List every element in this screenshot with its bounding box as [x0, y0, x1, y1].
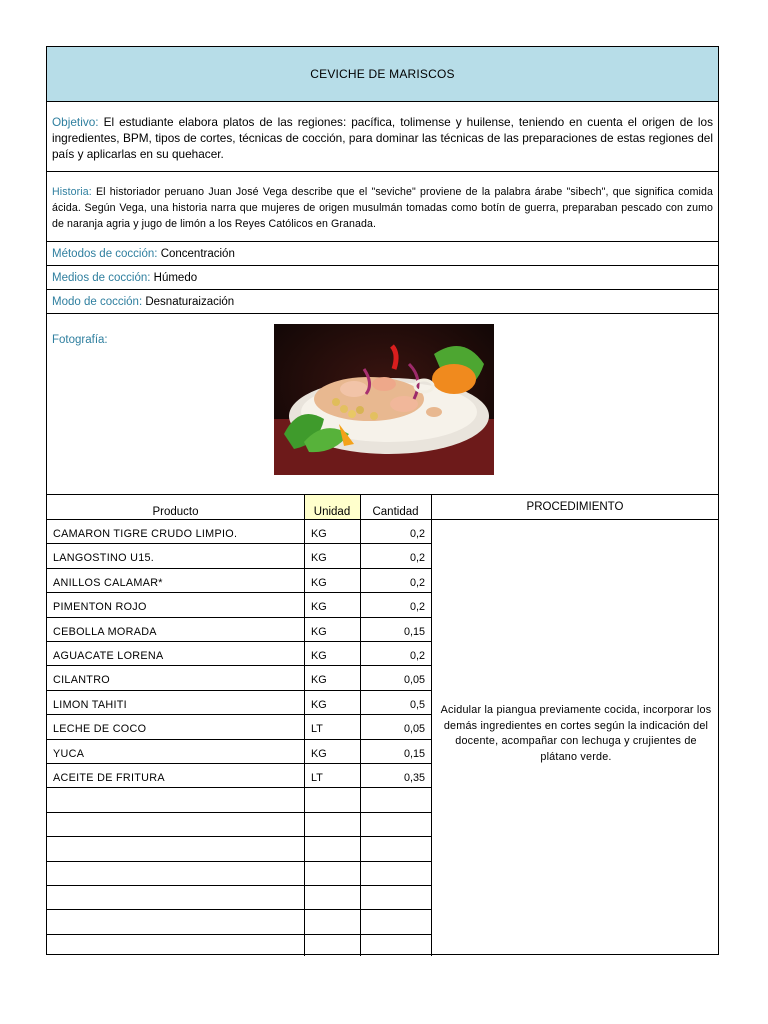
cantidad-cell: 0,2: [409, 650, 425, 662]
unidad-cell: KG: [311, 552, 327, 564]
unidad-cell: KG: [311, 601, 327, 613]
producto-cell: CILANTRO: [53, 674, 110, 686]
historia-section: [47, 172, 718, 242]
unidad-cell: LT: [311, 723, 323, 735]
producto-cell: ANILLOS CALAMAR*: [53, 577, 163, 589]
modo-label: Modo de cocción:: [52, 295, 143, 308]
medios-row: [47, 266, 718, 290]
recipe-title: CEVICHE DE MARISCOS: [47, 47, 718, 102]
medios-label: Medios de cocción:: [52, 271, 151, 284]
row-divider: [47, 909, 431, 910]
producto-cell: LECHE DE COCO: [53, 723, 147, 735]
cantidad-cell: 0,05: [403, 723, 425, 735]
modo-value: Desnaturaización: [145, 295, 235, 308]
unidad-cell: KG: [311, 626, 327, 638]
row-divider: [47, 641, 431, 642]
row-divider: [47, 861, 431, 862]
row-divider: [47, 568, 431, 569]
cantidad-cell: 0,2: [409, 577, 425, 589]
modo-row: [47, 290, 718, 314]
producto-cell: YUCA: [53, 748, 85, 760]
header-divider: [47, 519, 719, 520]
metodos-row: [47, 242, 718, 266]
cantidad-cell: 0,2: [409, 552, 425, 564]
procedimiento-header: PROCEDIMIENTO: [526, 501, 624, 513]
fotografia-label: Fotografía:: [52, 334, 108, 346]
row-divider: [47, 787, 431, 788]
historia-text: El historiador peruano Juan José Vega describe que el "seviche" proviene de la palabra árabe "sibech", que significa comida ácida. Según Vega, una historia narra que mujeres de origen musulmán tomadas como botín de guerra, preparaban pescado con zumo de naranja agria y jugo de limón a los Reyes Católicos en Granada.: [52, 186, 713, 230]
cantidad-cell: 0,5: [409, 699, 425, 711]
row-divider: [47, 739, 431, 740]
objetivo-label: Objetivo:: [52, 115, 99, 129]
row-divider: [47, 934, 431, 935]
unidad-cell: KG: [311, 748, 327, 760]
producto-cell: LANGOSTINO U15.: [53, 552, 155, 564]
medios-value: Húmedo: [153, 271, 198, 284]
unidad-cell: KG: [311, 674, 327, 686]
producto-cell: CEBOLLA MORADA: [53, 626, 157, 638]
cantidad-header: Cantidad: [372, 506, 419, 518]
row-divider: [47, 617, 431, 618]
cantidad-cell: 0,05: [403, 674, 425, 686]
unidad-cell: LT: [311, 772, 323, 784]
metodos-value: Concentración: [160, 247, 235, 260]
unidad-header: Unidad: [313, 506, 351, 518]
unidad-cell: KG: [311, 577, 327, 589]
row-divider: [47, 543, 431, 544]
producto-header: Producto: [152, 506, 199, 518]
row-divider: [47, 690, 431, 691]
producto-cell: AGUACATE LORENA: [53, 650, 164, 662]
recipe-sheet: [46, 46, 719, 955]
row-divider: [47, 885, 431, 886]
fotografia-section: [47, 314, 718, 495]
cantidad-cell: 0,35: [403, 772, 425, 784]
producto-cell: CAMARON TIGRE CRUDO LIMPIO.: [53, 528, 238, 540]
column-divider: [304, 495, 305, 956]
producto-cell: ACEITE DE FRITURA: [53, 772, 165, 784]
ceviche-photo: [274, 324, 494, 475]
historia-label: Historia:: [52, 186, 92, 198]
objetivo-text: El estudiante elabora platos de las regiones: pacífica, tolimense y huilense, teniendo en cuenta el origen de los ingredientes, BPM, tipos de cortes, técnicas de cocción, para dominar las técnicas de las preparaciones de estas regiones del país y aplicarlas en su quehacer.: [52, 115, 713, 161]
row-divider: [47, 665, 431, 666]
row-divider: [47, 812, 431, 813]
ingredients-table: [47, 495, 718, 956]
objetivo-section: [47, 102, 718, 172]
unidad-cell: KG: [311, 528, 327, 540]
row-divider: [47, 763, 431, 764]
cantidad-cell: 0,15: [403, 626, 425, 638]
column-divider: [431, 495, 432, 956]
row-divider: [47, 836, 431, 837]
cantidad-cell: 0,2: [409, 601, 425, 613]
cantidad-cell: 0,2: [409, 528, 425, 540]
row-divider: [47, 592, 431, 593]
unidad-cell: KG: [311, 650, 327, 662]
producto-cell: LIMON TAHITI: [53, 699, 127, 711]
cantidad-cell: 0,15: [403, 748, 425, 760]
unidad-cell: KG: [311, 699, 327, 711]
producto-cell: PIMENTON ROJO: [53, 601, 147, 613]
procedimiento-text: Acidular la piangua previamente cocida, incorporar los demás ingredientes en cortes según la indicación del docente, acompañar con lechuga y crujientes de plátano verde.: [440, 704, 712, 763]
row-divider: [47, 714, 431, 715]
metodos-label: Métodos de cocción:: [52, 247, 158, 260]
